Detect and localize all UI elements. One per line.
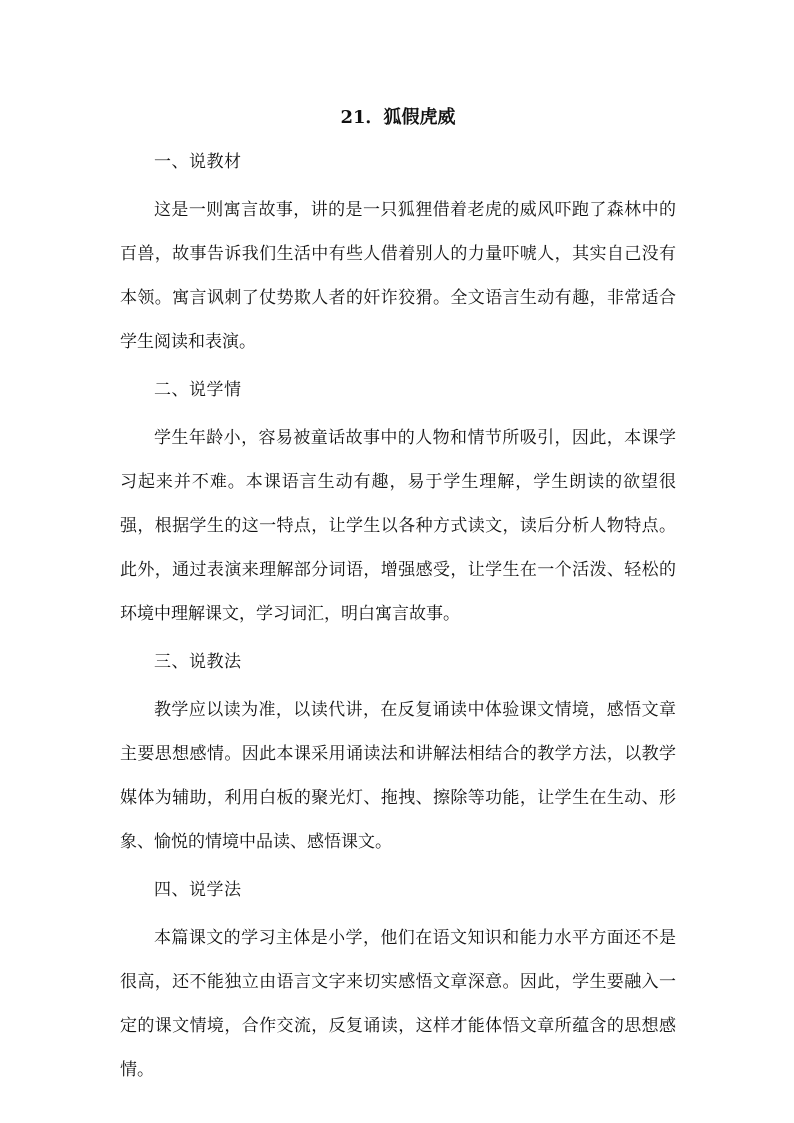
section-paragraph-learning-method: 本篇课文的学习主体是小学，他们在语文知识和能力水平方面还不是很高，还不能独立由语言文字来切实感悟文章深意。因此，学生要融入一定的课文情境，合作交流，反复诵读，这样才能体悟文章所蕴含的思想感情。	[120, 928, 676, 1080]
section-heading-teaching-method: 三、说教法	[154, 652, 242, 672]
section-paragraph-student-situation: 学生年龄小，容易被童话故事中的人物和情节所吸引，因此，本课学习起来并不难。本课语言生动有趣，易于学生理解，学生朗读的欲望很强，根据学生的这一特点，让学生以各种方式读文，读后分析人物特点。此外，通过表演来理解部分词语，增强感受，让学生在一个活泼、轻松的环境中理解课文，学习词汇，明白寓言故事。	[120, 428, 676, 624]
section-heading-learning-method: 四、说学法	[154, 880, 242, 900]
document-title: 21．狐假虎威	[340, 107, 456, 128]
section-heading-textbook: 一、说教材	[154, 152, 242, 172]
section-heading-student-situation: 二、说学情	[154, 380, 242, 400]
section-paragraph-teaching-method: 教学应以读为准，以读代讲，在反复诵读中体验课文情境，感悟文章主要思想感情。因此本课采用诵读法和讲解法相结合的教学方法，以教学媒体为辅助，利用白板的聚光灯、拖拽、擦除等功能，让学生在生动、形象、愉悦的情境中品读、感悟课文。	[120, 700, 676, 852]
document-body	[120, 100, 676, 1100]
section-paragraph-textbook: 这是一则寓言故事，讲的是一只狐狸借着老虎的威风吓跑了森林中的百兽，故事告诉我们生活中有些人借着别人的力量吓唬人，其实自己没有本领。寓言讽刺了仗势欺人者的奸诈狡猾。全文语言生动有趣，非常适合学生阅读和表演。	[120, 200, 676, 352]
